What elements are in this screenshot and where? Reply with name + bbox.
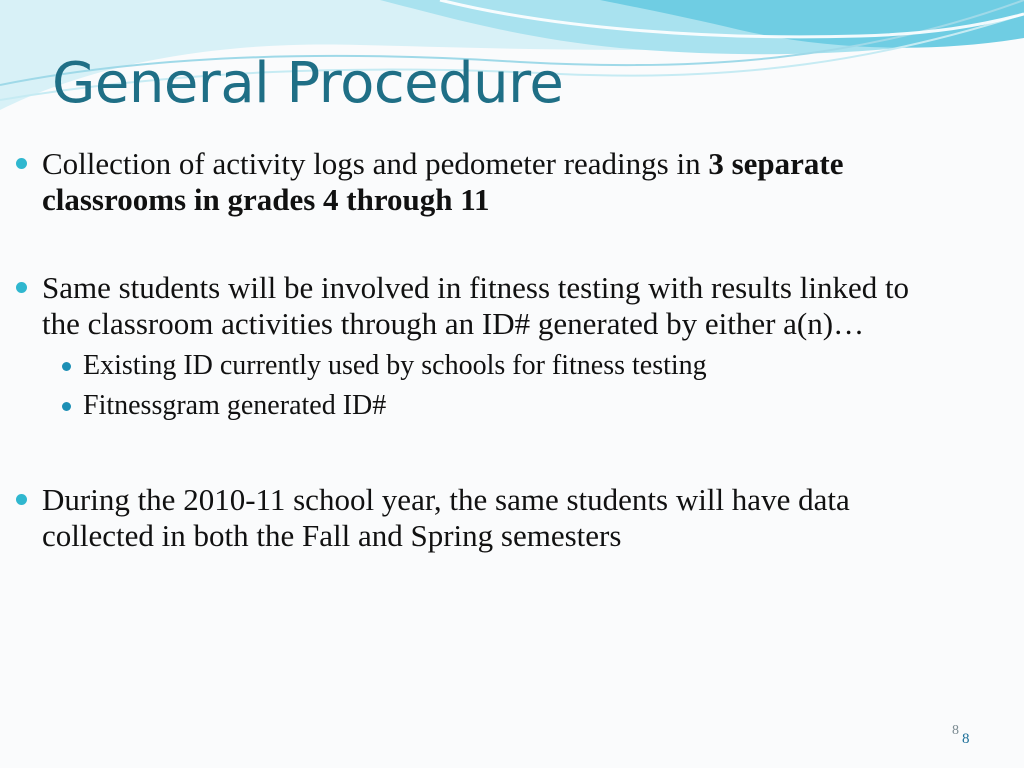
- bullet-item: [12, 482, 942, 554]
- bullet-list: [12, 146, 942, 554]
- slide-title: General Procedure: [52, 51, 564, 116]
- bullet-text: During the 2010-11 school year, the same students will have data collected in both the Fall and Spring semesters: [42, 482, 850, 553]
- bullet-dot-icon: [16, 494, 27, 505]
- sub-bullet-item: [12, 346, 942, 386]
- sub-bullet-text: Fitnessgram generated ID#: [83, 390, 387, 421]
- sub-bullet-text: Existing ID currently used by schools for fitness testing: [83, 350, 707, 381]
- sub-bullet-item: [12, 386, 942, 426]
- bullet-item: [12, 270, 942, 342]
- bullet-dot-icon: [16, 282, 27, 293]
- bullet-item: [12, 146, 942, 218]
- bullet-text: Collection of activity logs and pedometer readings in: [42, 146, 709, 181]
- bullet-text: Same students will be involved in fitness testing with results linked to the classroom activities through an ID# generated by either a(n)…: [42, 270, 910, 341]
- sub-bullet-dot-icon: [62, 402, 71, 411]
- page-number-placeholder: 8: [952, 723, 959, 738]
- sub-bullet-dot-icon: [62, 362, 71, 371]
- bullet-text-bold: 3 separate classrooms in grades 4 through 11: [42, 146, 844, 217]
- page-number: 8: [962, 731, 970, 747]
- bullet-dot-icon: [16, 158, 27, 169]
